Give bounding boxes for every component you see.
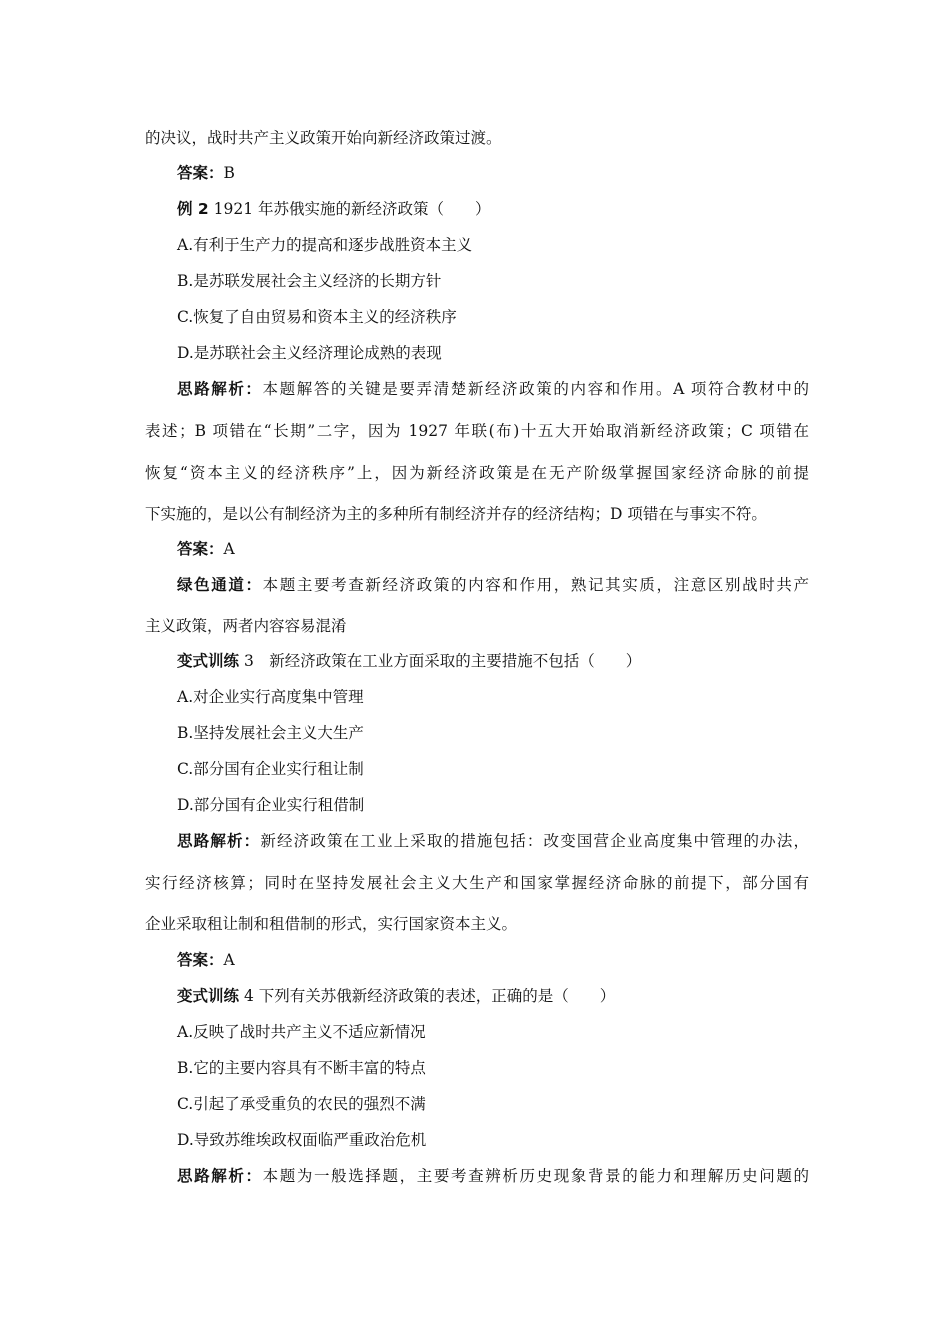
- answer-1: [177, 163, 235, 183]
- variant-label: 变式训练: [177, 652, 240, 670]
- answer-value: B: [223, 164, 235, 182]
- analysis-3-line-2: 实行经济核算；同时在坚持发展社会主义大生产和国家掌握经济命脉的前提下，部分国有: [145, 874, 809, 892]
- analysis-4-line-1: 思路解析：本题为一般选择题，主要考查辨析历史现象背景的能力和理解历史问题的: [177, 1167, 809, 1185]
- option-d: D.导致苏维埃政权面临严重政治危机: [177, 1131, 427, 1149]
- option-c: C.部分国有企业实行租让制: [177, 760, 364, 778]
- analysis-label: 思路解析：: [177, 380, 263, 398]
- option-b: B.是苏联发展社会主义经济的长期方针: [177, 272, 442, 290]
- analysis-label: 思路解析：: [177, 1167, 263, 1185]
- variant-3-question: 变式训练 3 新经济政策在工业方面采取的主要措施不包括（ ）: [177, 652, 642, 670]
- analysis-2-line-3: 恢复“资本主义的经济秩序”上，因为新经济政策是在无产阶级掌握国家经济命脉的前提: [145, 464, 809, 482]
- variant-label: 变式训练: [177, 987, 240, 1005]
- analysis-2-line-1: 思路解析：本题解答的关键是要弄清楚新经济政策的内容和作用。A 项符合教材中的: [177, 380, 809, 398]
- answer-label: 答案：: [177, 951, 224, 969]
- example-label: 例 2: [177, 200, 209, 218]
- option-c: C.恢复了自由贸易和资本主义的经济秩序: [177, 308, 457, 326]
- answer-value: A: [223, 540, 235, 558]
- option-a: A.有利于生产力的提高和逐步战胜资本主义: [177, 236, 473, 254]
- option-a: A.对企业实行高度集中管理: [177, 688, 364, 706]
- analysis-2-line-4: 下实施的，是以公有制经济为主的多种所有制经济并存的经济结构；D 项错在与事实不符。: [145, 505, 767, 523]
- green-channel-line-2: 主义政策，两者内容容易混淆: [145, 617, 347, 635]
- green-channel-label: 绿色通道：: [177, 576, 263, 594]
- variant-4-question: 变式训练 4 下列有关苏俄新经济政策的表述，正确的是（ ）: [177, 987, 616, 1005]
- option-a: A.反映了战时共产主义不适应新情况: [177, 1023, 426, 1041]
- answer-3: [177, 950, 235, 970]
- analysis-3-line-3: 企业采取租让制和租借制的形式，实行国家资本主义。: [145, 915, 518, 933]
- answer-label: 答案：: [177, 540, 224, 558]
- analysis-3-line-1: 思路解析：新经济政策在工业上采取的措施包括：改变国营企业高度集中管理的办法，: [177, 832, 809, 850]
- option-d: D.部分国有企业实行租借制: [177, 796, 365, 814]
- option-b: B.它的主要内容具有不断丰富的特点: [177, 1059, 426, 1077]
- answer-2: [177, 539, 235, 559]
- answer-label: 答案：: [177, 164, 224, 182]
- option-c: C.引起了承受重负的农民的强烈不满: [177, 1095, 426, 1113]
- analysis-label: 思路解析：: [177, 832, 261, 850]
- green-channel-line-1: 绿色通道：本题主要考查新经济政策的内容和作用，熟记其实质，注意区别战时共产: [177, 576, 809, 594]
- example-2-question: [177, 199, 491, 219]
- option-d: D.是苏联社会主义经济理论成熟的表现: [177, 344, 442, 362]
- example-text: 1921 年苏俄实施的新经济政策（ ）: [208, 200, 491, 218]
- analysis-2-line-2: 表述；B 项错在“长期”二字，因为 1927 年联(布)十五大开始取消新经济政策；C 项错在: [145, 422, 809, 440]
- answer-value: A: [223, 951, 235, 969]
- paragraph-continuation: 的决议，战时共产主义政策开始向新经济政策过渡。: [145, 129, 502, 147]
- option-b: B.坚持发展社会主义大生产: [177, 724, 364, 742]
